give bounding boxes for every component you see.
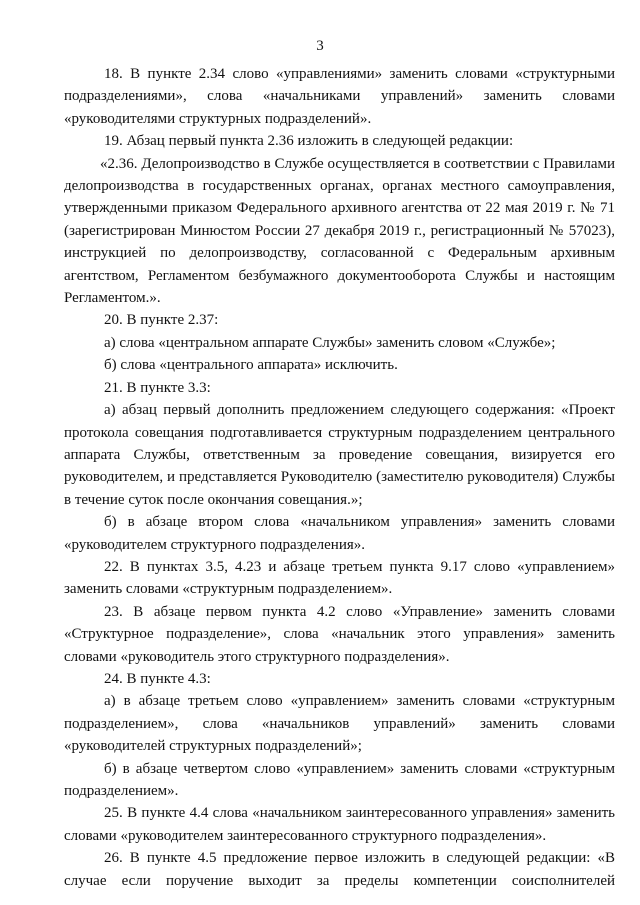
paragraph-item-24-a: а) в абзаце третьем слово «управлением» заменить словами «структурным подразделением», слова «начальников управлений» заменить словами «руководителей структурных подразделений»;	[64, 693, 615, 755]
paragraph-item-21-b: б) в абзаце втором слова «начальником управления» заменить словами «руководителем структурного подразделения».	[64, 514, 615, 553]
paragraph-item-24-b: б) в абзаце четвертом слово «управлением» заменить словами «структурным подразделением».	[64, 760, 615, 799]
paragraph-item-20: 20. В пункте 2.37:	[104, 312, 219, 329]
paragraph-item-20-b: б) слова «центрального аппарата» исключить.	[104, 357, 398, 374]
paragraph-item-25: 25. В пункте 4.4 слова «начальником заинтересованного управления» заменить словами «руководителем заинтересованного структурного подразделения».	[64, 805, 615, 844]
paragraph-item-20-a: а) слова «центральном аппарате Службы» заменить словом «Службе»;	[104, 334, 556, 351]
paragraph-item-21: 21. В пункте 3.3:	[104, 379, 211, 396]
paragraph-item-22: 22. В пунктах 3.5, 4.23 и абзаце третьем пункта 9.17 слово «управлением» заменить словами «структурным подразделением».	[64, 558, 615, 598]
paragraph-item-26: 26. В пункте 4.5 предложение первое изложить в следующей редакции: «В случае если поручение выходит за пределы компетенции соисполнителей	[64, 850, 615, 889]
page-number: 3	[316, 38, 324, 54]
paragraph-item-23: 23. В абзаце первом пункта 4.2 слово «Управление» заменить словами «Структурное подразделение», слова «начальник этого управления» заменить словами «руководитель этого структурного подразделения».	[64, 603, 615, 665]
paragraph-item-19: 19. Абзац первый пункта 2.36 изложить в следующей редакции:	[104, 133, 514, 150]
paragraph-quote-2-36: «2.36. Делопроизводство в Службе осуществляется в соответствии с Правилами делопроизводства в государственных органах, органах местного самоуправления, утвержденными приказом Федерального архивного агентства от 22 мая 2019 г. № 71 (зарегистрирован Минюстом России 27 декабря 2019 г., регистрационный № 57023), инструкцией по делопроизводству, согласованной с Федеральным архивным агентством, Регламентом безбумажного документооборота Службы и настоящим Регламентом.».	[64, 155, 615, 307]
paragraph-item-21-a: а) абзац первый дополнить предложением следующего содержания: «Проект протокола совещания подготавливается структурным подразделением центрального аппарата Службы, ответственным за проведение совещания, визируется его руководителем, и представляется Руководителю (заместителю руководителя) Службы в течение суток после окончания совещания.»;	[64, 402, 615, 508]
paragraph-item-18: 18. В пункте 2.34 слово «управлениями» заменить словами «структурными подразделениями», слова «начальниками управлений» заменить словами «руководителями структурных подразделений».	[64, 66, 615, 127]
document-body	[64, 63, 615, 892]
paragraph-item-24: 24. В пункте 4.3:	[104, 670, 211, 687]
